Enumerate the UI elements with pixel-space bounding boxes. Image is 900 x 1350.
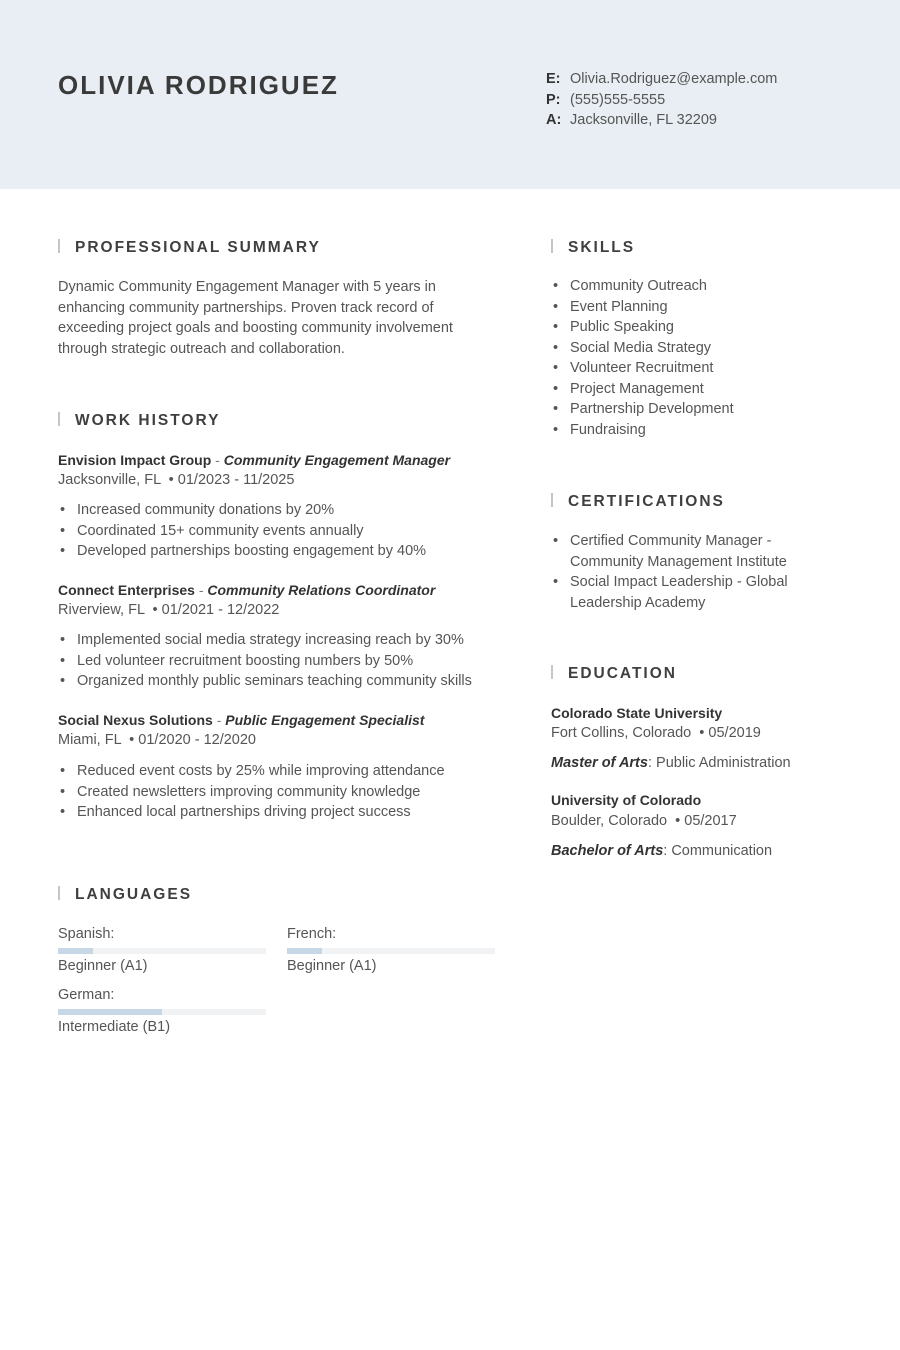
job-3-meta: Miami, FL • 01/2020 - 12/2020 [58, 732, 256, 748]
certification-item: • Certified Community Manager - Community Management Institute [551, 531, 801, 572]
job-bullet: • Developed partnerships boosting engagement by 40% [58, 541, 426, 562]
summary-line: exceeding project goals and boosting community involvement [58, 320, 453, 336]
contact-email-value: Olivia.Rodriguez@example.com [570, 71, 778, 87]
language-name: German: [58, 987, 115, 1003]
education-2-degree-name: Bachelor of Arts [551, 843, 664, 859]
language-level: Beginner (A1) [287, 958, 377, 974]
job-2-company: Connect Enterprises [58, 582, 195, 598]
work-history-heading [58, 411, 220, 431]
job-bullet: • Increased community donations by 20% [58, 500, 426, 521]
skill-item: • Volunteer Recruitment [551, 358, 734, 379]
job-3-bullets [58, 761, 445, 823]
skill-item: • Social Media Strategy [551, 338, 734, 359]
job-bullet: • Implemented social media strategy increasing reach by 30% [58, 630, 472, 651]
contact-address [546, 110, 777, 131]
summary-heading [58, 238, 321, 258]
language-proficiency-fill [287, 948, 322, 954]
job-bullet: • Reduced event costs by 25% while improving attendance [58, 761, 445, 782]
section-marker [58, 412, 60, 426]
education-1-meta: Fort Collins, Colorado • 05/2019 [551, 725, 761, 741]
job-3-company: Social Nexus Solutions [58, 712, 213, 728]
section-marker [551, 239, 553, 253]
job-2-meta: Riverview, FL • 01/2021 - 12/2022 [58, 602, 280, 618]
language-proficiency-fill [58, 948, 93, 954]
skill-item: • Event Planning [551, 297, 734, 318]
job-2-heading: Connect Enterprises - Community Relations Coordinator [58, 582, 436, 598]
job-bullet: • Led volunteer recruitment boosting numbers by 50% [58, 651, 472, 672]
contact-address-value: Jacksonville, FL 32209 [570, 112, 717, 128]
job-3-heading: Social Nexus Solutions - Public Engagement Specialist [58, 712, 425, 728]
job-3-role: Public Engagement Specialist [225, 712, 425, 728]
education-1-field: : Public Administration [647, 755, 791, 771]
skill-item: • Community Outreach [551, 276, 734, 297]
language-spanish [58, 924, 266, 976]
certification-item: • Social Impact Leadership - Global Leadership Academy [551, 572, 801, 613]
job-1-location: Jacksonville, FL [58, 472, 161, 488]
skill-item: • Fundraising [551, 420, 734, 441]
education-heading [551, 664, 677, 684]
job-bullet: • Created newsletters improving community knowledge [58, 782, 445, 803]
job-2-location: Riverview, FL [58, 602, 145, 618]
education-2-date: 05/2017 [684, 813, 737, 829]
job-2-bullets [58, 630, 472, 692]
section-marker [551, 493, 553, 507]
education-1-degree [551, 753, 791, 773]
job-bullet: • Organized monthly public seminars teaching community skills [58, 671, 472, 692]
section-marker [58, 239, 60, 253]
education-2-location: Boulder, Colorado [551, 813, 668, 829]
language-german [58, 985, 266, 1037]
education-1-degree-name: Master of Arts [551, 755, 648, 771]
contact-info [546, 69, 777, 131]
candidate-name: OLIVIA RODRIGUEZ [58, 70, 339, 100]
education-2-degree [551, 841, 772, 861]
job-bullet: • Coordinated 15+ community events annually [58, 521, 426, 542]
education-heading-text: EDUCATION [568, 665, 677, 682]
languages-heading [58, 885, 192, 905]
job-1-company: Envision Impact Group [58, 452, 212, 468]
contact-phone [546, 90, 777, 111]
contact-email [546, 69, 777, 90]
job-2-dates: 01/2021 - 12/2022 [161, 602, 280, 618]
job-2-role: Community Relations Coordinator [207, 582, 436, 598]
job-1-heading: Envision Impact Group - Community Engagement Manager [58, 452, 451, 468]
language-name: Spanish: [58, 926, 115, 942]
section-marker [58, 886, 60, 900]
education-2-school: University of Colorado [551, 792, 702, 808]
language-proficiency-bar [287, 948, 495, 954]
language-name: French: [287, 926, 337, 942]
education-1-school: Colorado State University [551, 705, 723, 721]
certifications-heading-text: CERTIFICATIONS [568, 493, 725, 510]
job-1-meta: Jacksonville, FL • 01/2023 - 11/2025 [58, 472, 295, 488]
language-level: Beginner (A1) [58, 958, 148, 974]
contact-phone-value: (555)555-5555 [570, 91, 666, 108]
skill-item: • Public Speaking [551, 317, 734, 338]
education-1-date: 05/2019 [708, 725, 761, 741]
summary-heading-text: PROFESSIONAL SUMMARY [75, 239, 321, 256]
work-history-heading-text: WORK HISTORY [75, 412, 221, 429]
summary-line: Dynamic Community Engagement Manager with 5 years in [58, 279, 436, 295]
summary-line: enhancing community partnerships. Proven track record of [58, 299, 434, 316]
language-proficiency-bar [58, 1009, 266, 1015]
summary-text [58, 277, 498, 359]
language-proficiency-bar [58, 948, 266, 954]
job-bullet: • Enhanced local partnerships driving project success [58, 802, 445, 823]
contact-phone-label: P: [546, 91, 561, 108]
skill-item: • Partnership Development [551, 399, 734, 420]
header-band [0, 0, 900, 189]
skills-list [551, 276, 734, 440]
certifications-list [551, 531, 801, 613]
skill-item: • Project Management [551, 379, 734, 400]
education-2-meta: Boulder, Colorado • 05/2017 [551, 813, 737, 829]
summary-line: through strategic outreach and collaboration. [58, 340, 345, 357]
contact-email-label: E: [546, 71, 561, 87]
contact-address-label: A: [546, 112, 562, 128]
section-marker [551, 665, 553, 679]
job-1-dates: 01/2023 - 11/2025 [177, 472, 295, 488]
skills-heading [551, 238, 635, 258]
education-1-location: Fort Collins, Colorado [551, 725, 692, 741]
job-1-role: Community Engagement Manager [223, 452, 451, 468]
language-french [287, 924, 495, 976]
job-3-dates: 01/2020 - 12/2020 [138, 732, 256, 748]
languages-heading-text: LANGUAGES [75, 886, 193, 903]
job-1-bullets [58, 500, 426, 562]
skills-heading-text: SKILLS [568, 239, 636, 256]
education-2-field: : Communication [663, 843, 773, 859]
language-proficiency-fill [58, 1009, 162, 1015]
certifications-heading [551, 492, 725, 512]
language-level: Intermediate (B1) [58, 1019, 171, 1035]
job-3-location: Miami, FL [58, 732, 122, 748]
